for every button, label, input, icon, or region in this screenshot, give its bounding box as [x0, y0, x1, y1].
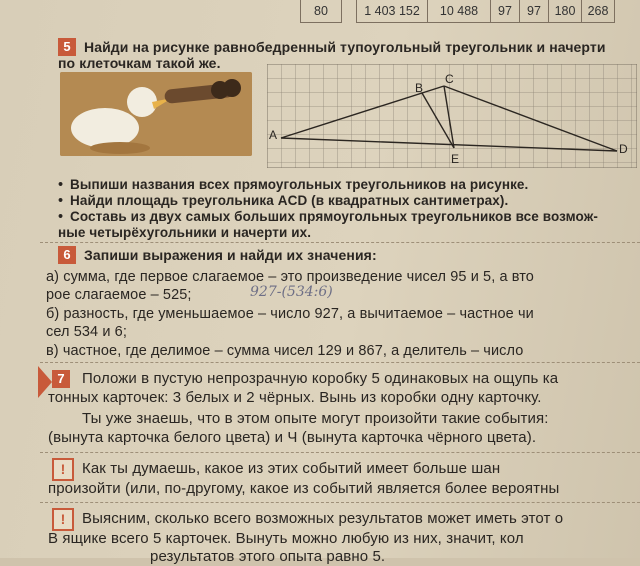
separator — [40, 502, 640, 503]
task7-line3: Ты уже знаешь, что в этом опыте могут произойти такие события: — [82, 410, 549, 427]
duck-drawing — [60, 72, 252, 156]
table-cell: 80 — [300, 0, 342, 23]
duck-illustration — [60, 72, 252, 156]
table-cell: 97 — [519, 0, 549, 23]
question1-line1: Как ты думаешь, какое из этих событий имеет больше шан — [82, 460, 501, 477]
task6-a-line1: а) сумма, где первое слагаемое – это произведение чисел 95 и 5, а вто — [46, 269, 534, 285]
triangle-grid-figure — [267, 64, 637, 168]
task6-b-line2: сел 534 и 6; — [46, 324, 127, 340]
table-cell: 97 — [490, 0, 520, 23]
question2-line2: В ящике всего 5 карточек. Вынуть можно любую из них, значит, кол — [48, 530, 524, 547]
task-number-badge: 7 — [52, 370, 70, 388]
task7-line2: тонных карточек: 3 белых и 2 чёрных. Вынь из коробки одну карточку. — [48, 389, 542, 406]
task5-line1: Найди на рисунке равнобедренный тупоугольный треугольник и начерти — [84, 39, 606, 55]
task7-line4: (вынута карточка белого цвета) и Ч (вынута карточка чёрного цвета). — [48, 429, 537, 446]
task5-bullet2: Найди площадь треугольника ACD (в квадратных сантиметрах). — [70, 193, 509, 208]
separator — [40, 452, 640, 453]
question1-line2: произойти (или, по-другому, какое из событий является более вероятны — [48, 480, 560, 497]
separator — [40, 362, 640, 363]
point-e-label: E — [451, 152, 460, 166]
task6-c-line1: в) частное, где делимое – сумма чисел 129 и 867, а делитель – число — [46, 343, 524, 359]
task5-line2: по клеточкам такой же. — [58, 55, 221, 71]
task6-b-line1: б) разность, где уменьшаемое – число 927, а вычитаемое – частное чи — [46, 306, 534, 322]
bullet-dot: • — [58, 177, 64, 193]
exclamation-icon: ! — [52, 508, 74, 531]
table-cell: 268 — [581, 0, 615, 23]
table-cell: 10 488 — [427, 0, 491, 23]
task7-line1: Положи в пустую непрозрачную коробку 5 одинаковых на ощупь ка — [82, 370, 559, 387]
bullet-dot: • — [58, 193, 64, 209]
task-number-badge: 5 — [58, 38, 76, 56]
task5-bullet3: Составь из двух самых больших прямоугольных треугольников все возмож- — [70, 209, 598, 224]
exclamation-icon: ! — [52, 458, 74, 481]
task5-bullet3-cont: ные четырёхугольники и начерти их. — [58, 225, 312, 240]
task6-title: Запиши выражения и найди их значения: — [84, 247, 377, 263]
point-c-label: C — [445, 72, 454, 86]
point-b-label: B — [415, 81, 424, 95]
point-a-label: A — [269, 128, 278, 142]
task-number-badge: 6 — [58, 246, 76, 264]
task6-a-line2: рое слагаемое – 525; — [46, 287, 192, 303]
question2-line3: результатов этого опыта равно 5. — [150, 548, 386, 565]
question2-line1: Выясним, сколько всего возможных результатов может иметь этот о — [82, 510, 564, 527]
point-d-label: D — [619, 142, 628, 156]
table-cell: 180 — [548, 0, 582, 23]
table-cell: 1 403 152 — [356, 0, 428, 23]
top-table-fragment — [0, 0, 640, 26]
bullet-dot: • — [58, 209, 64, 225]
handwritten-answer: 927-(534:6) — [250, 284, 333, 300]
task5-bullet1: Выпиши названия всех прямоугольных треугольников на рисунке. — [70, 177, 529, 192]
separator — [40, 242, 640, 243]
